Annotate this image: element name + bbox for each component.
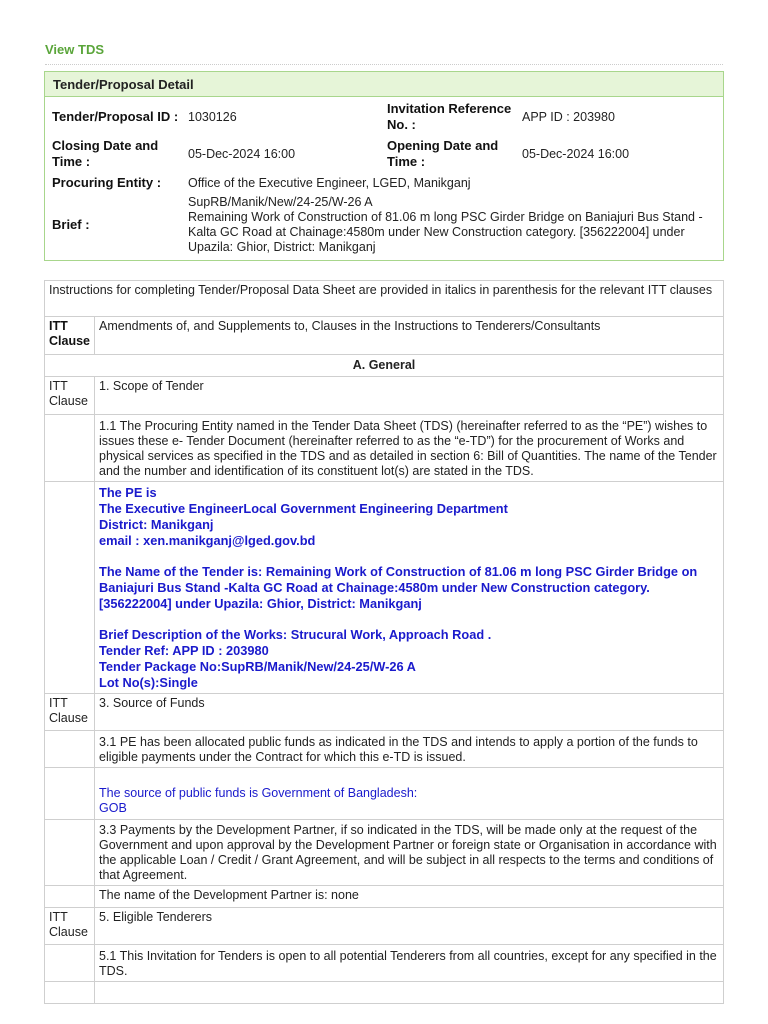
opening-date-value: 05-Dec-2024 16:00 xyxy=(522,146,630,161)
itt-clause-label: ITT Clause xyxy=(45,377,95,415)
eligible-tenderers-title: 5. Eligible Tenderers xyxy=(95,908,724,945)
title-divider xyxy=(45,64,723,65)
table-row xyxy=(45,694,724,731)
brief-package-no: SupRB/Manik/New/24-25/W-26 A xyxy=(188,195,373,209)
table-row xyxy=(45,731,724,768)
empty-cell xyxy=(45,982,95,1004)
empty-cell xyxy=(45,482,95,694)
instructions-note: Instructions for completing Tender/Proposal Data Sheet are provided in italics in parenthesis for the relevant ITT clauses xyxy=(45,281,724,317)
funds-source-gob: GOB xyxy=(99,801,127,815)
invitation-ref-value: APP ID : 203980 xyxy=(522,109,615,124)
tender-id-value: 1030126 xyxy=(188,109,237,124)
table-row xyxy=(45,768,724,820)
itt-clause-header: ITT Clause xyxy=(45,317,95,355)
tender-package-no: Tender Package No:SupRB/Manik/New/24-25/W-26 A xyxy=(99,659,416,674)
page-title: View TDS xyxy=(45,42,105,57)
closing-date-value: 05-Dec-2024 16:00 xyxy=(188,146,296,161)
empty-cell xyxy=(45,768,95,820)
pe-district: District: Manikganj xyxy=(99,517,214,532)
clause-5-1: 5.1 This Invitation for Tenders is open to all potential Tenderers from all countries, except for any specified in the TDS. xyxy=(95,945,724,982)
table-row xyxy=(45,982,724,1004)
source-of-funds-title: 3. Source of Funds xyxy=(95,694,724,731)
table-row xyxy=(45,281,724,317)
itt-clause-label: ITT Clause xyxy=(45,908,95,945)
empty-cell xyxy=(45,731,95,768)
detail-row-ids xyxy=(45,98,723,136)
clause-3-1: 3.1 PE has been allocated public funds as indicated in the TDS and intends to apply a portion of the funds to eligible payments under the Contract for which this e-TD is issued. xyxy=(95,731,724,768)
tender-ref: Tender Ref: APP ID : 203980 xyxy=(99,643,269,658)
brief-label: Brief : xyxy=(52,217,90,232)
empty-cell xyxy=(45,820,95,886)
table-row xyxy=(45,317,724,355)
detail-row-procuring xyxy=(45,172,723,194)
tds-scope-details xyxy=(95,482,724,694)
empty-cell xyxy=(45,886,95,908)
section-a-heading: A. General xyxy=(45,355,724,377)
detail-row-dates xyxy=(45,136,723,172)
tds-table xyxy=(44,280,724,1004)
brief-value xyxy=(188,195,718,255)
development-partner: The name of the Development Partner is: none xyxy=(95,886,724,908)
tender-detail-header: Tender/Proposal Detail xyxy=(45,72,723,97)
scope-of-tender-title: 1. Scope of Tender xyxy=(95,377,724,415)
empty-cell xyxy=(95,982,724,1004)
empty-cell xyxy=(45,415,95,482)
itt-clause-label: ITT Clause xyxy=(45,694,95,731)
brief-description: Remaining Work of Construction of 81.06 m long PSC Girder Bridge on Baniajuri Bus Stand -Kalta GC Road at Chainage:4580m under New Construction category. [356222004] under Upazila: Ghior, District: Manikganj xyxy=(188,210,703,254)
pe-name: The Executive EngineerLocal Government Engineering Department xyxy=(99,501,508,516)
table-row xyxy=(45,945,724,982)
table-row xyxy=(45,355,724,377)
tender-detail-panel xyxy=(44,71,724,261)
table-row xyxy=(45,886,724,908)
tender-id-label: Tender/Proposal ID : xyxy=(52,109,179,124)
lot-no: Lot No(s):Single xyxy=(99,675,198,690)
pe-is-label: The PE is xyxy=(99,485,157,500)
pe-email: email : xen.manikganj@lged.gov.bd xyxy=(99,533,316,548)
detail-row-brief xyxy=(45,194,723,260)
works-description: Brief Description of the Works: Strucural Work, Approach Road . xyxy=(99,627,492,642)
clause-3-3: 3.3 Payments by the Development Partner, if so indicated in the TDS, will be made only at the request of the Government and upon approval by the Development Partner or foreign state or Organisation in accordance with the applicable Loan / Credit / Grant Agreement, and will be subject in all respects to the terms and conditions of that Agreement. xyxy=(95,820,724,886)
table-row xyxy=(45,415,724,482)
tender-name: The Name of the Tender is: Remaining Work of Construction of 81.06 m long PSC Girder Bridge on Baniajuri Bus Stand -Kalta GC Road at Chainage:4580m under New Construction category. [356222004] under Upazila: Ghior, District: Manikganj xyxy=(99,564,698,611)
clause-1-1: 1.1 The Procuring Entity named in the Tender Data Sheet (TDS) (hereinafter referred to as the “PE”) wishes to issues these e- Tender Document (hereinafter referred to as the “e-TD”) for the procurement of Works and physical services as specified in the TDS and as detailed in section 6: Bill of Quantities. The name of the Tender and the number and identification of its constituent lot(s) are stated in the TDS. xyxy=(95,415,724,482)
funds-source-text: The source of public funds is Government of Bangladesh: xyxy=(99,786,418,800)
table-row xyxy=(45,377,724,415)
amendments-header: Amendments of, and Supplements to, Clauses in the Instructions to Tenderers/Consultants xyxy=(95,317,724,355)
empty-cell xyxy=(45,945,95,982)
procuring-entity-value: Office of the Executive Engineer, LGED, Manikganj xyxy=(188,175,471,190)
funds-source-details xyxy=(95,768,724,820)
invitation-ref-label: Invitation Reference No. : xyxy=(387,101,512,132)
table-row xyxy=(45,482,724,694)
closing-date-label: Closing Date and Time : xyxy=(52,138,159,169)
procuring-entity-label: Procuring Entity : xyxy=(52,175,162,190)
opening-date-label: Opening Date and Time : xyxy=(387,138,499,169)
table-row xyxy=(45,820,724,886)
table-row xyxy=(45,908,724,945)
